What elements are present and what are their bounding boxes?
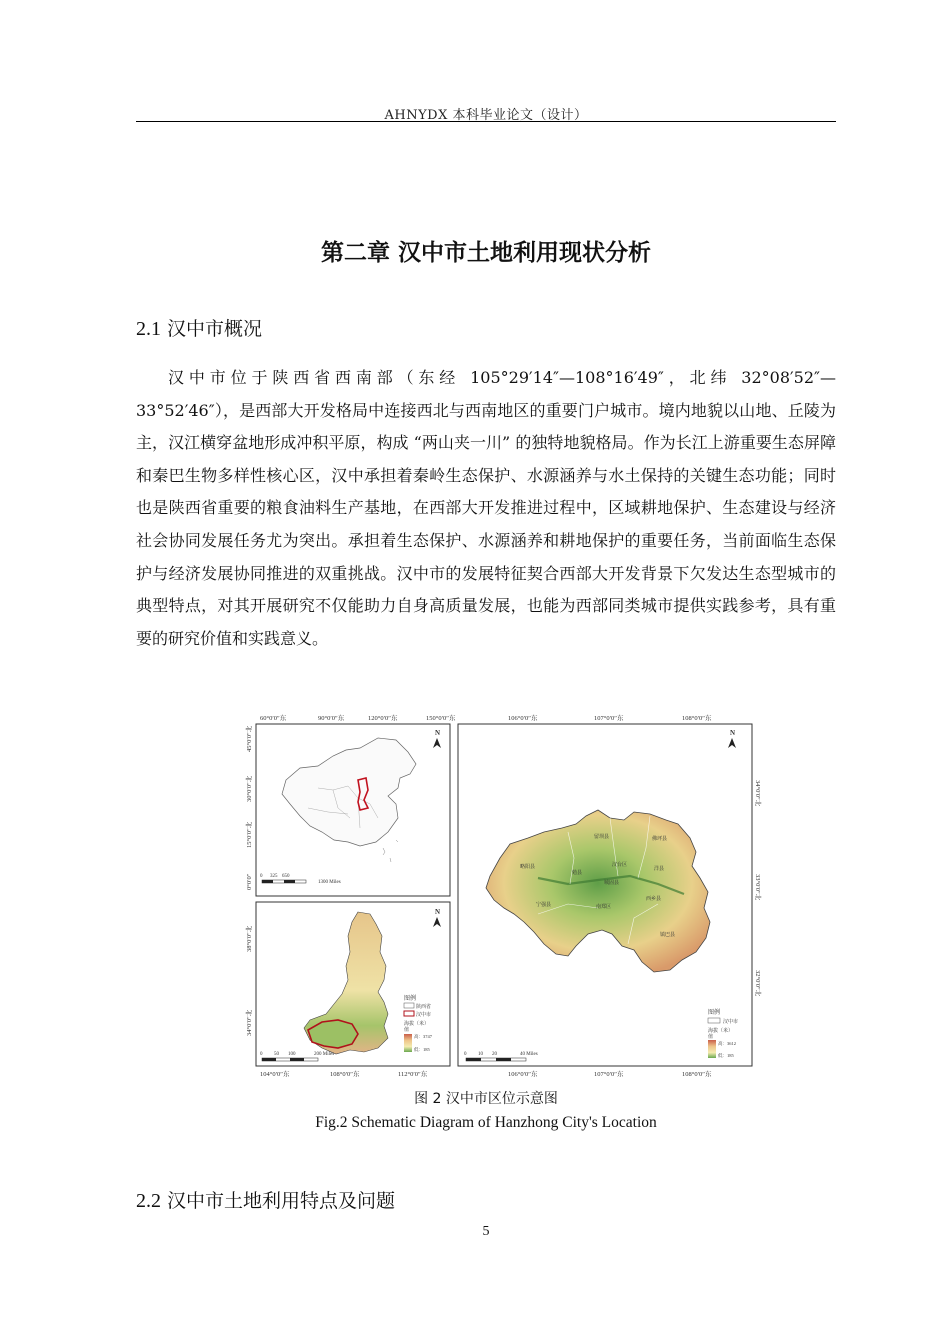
section-title: 汉中市概况 [167, 318, 263, 340]
svg-text:图例: 图例 [708, 1010, 721, 1016]
hanzhong-bottom-tick: 106°0′0″东 [508, 1071, 538, 1078]
svg-text:值: 值 [708, 1035, 714, 1040]
county-label: 城固县 [604, 881, 620, 886]
svg-text:0: 0 [260, 1052, 263, 1057]
svg-text:汉中市: 汉中市 [723, 1020, 739, 1025]
svg-text:海拔（米）: 海拔（米） [708, 1029, 734, 1034]
hanzhong-map-panel [458, 713, 763, 1078]
svg-text:值: 值 [404, 1028, 410, 1033]
shaanxi-bottom-tick: 104°0′0″东 [260, 1071, 290, 1078]
svg-text:1300 Miles: 1300 Miles [318, 880, 341, 885]
county-label: 略阳县 [520, 865, 536, 870]
china-top-tick: 120°0′0″东 [368, 715, 398, 722]
county-label: 镇巴县 [660, 933, 676, 938]
svg-text:40 Miles: 40 Miles [520, 1052, 538, 1057]
section-number: 2.1 [136, 318, 161, 340]
svg-text:0: 0 [260, 874, 263, 879]
county-label: 宁强县 [536, 903, 552, 908]
page-number: 5 [482, 1224, 490, 1239]
svg-text:N: N [730, 729, 736, 737]
svg-text:图例: 图例 [404, 996, 417, 1002]
hanzhong-bottom-tick: 107°0′0″东 [594, 1071, 624, 1078]
svg-text:低：185: 低：185 [414, 1047, 430, 1052]
svg-text:海拔（米）: 海拔（米） [404, 1022, 430, 1027]
section-title: 汉中市土地利用特点及问题 [167, 1190, 396, 1212]
svg-text:650: 650 [282, 874, 290, 879]
chapter-title: 第二章 汉中市土地利用现状分析 [320, 240, 651, 266]
svg-text:汉中市: 汉中市 [416, 1013, 432, 1018]
svg-text:50: 50 [274, 1052, 279, 1057]
svg-text:高：3747: 高：3747 [414, 1034, 432, 1039]
hanzhong-right-tick: 32°0′0″北 [754, 970, 761, 997]
body-paragraph: 汉中市位于陕西省西南部（东经 105°29′14″—108°16′49″，北纬 32°08′52″—33°52′46″），是西部大开发格局中连接西北与西南地区的重要门户城市。境内地貌以山地、丘陵为主，汉江横穿盆地形成冲积平原，构成 “两山夹一川” 的独特地貌格局。作为长江上游重要生态屏障和秦巴生物多样性核心区，汉中承担着秦岭生态保护、水源涵养与水土保持的关键生态功能；同时也是陕西省重要的粮食油料生产基地，在西部大开发推进过程中，区域耕地保护、生态建设与经济社会协同发展任务尤为突出。承担着生态保护、水源涵养和耕地保护的重要任务，当前面临生态保护与经济发展协同推进的双重挑战。汉中市的发展特征契合西部大开发背景下欠发达生态型城市的典型特点，对其开展研究不仅能助力自身高质量发展，也能为西部同类城市提供实践参考，具有重要的研究价值和实践意义。 [136, 368, 836, 648]
svg-text:N: N [435, 729, 441, 737]
county-label: 南郑区 [596, 905, 612, 910]
hanzhong-top-tick: 108°0′0″东 [682, 715, 712, 722]
header-rule [136, 121, 836, 122]
china-left-tick: 15°0′0″北 [246, 821, 253, 848]
figure-caption-en: Fig.2 Schematic Diagram of Hanzhong City's Location [315, 1114, 657, 1131]
china-left-tick: 45°0′0″北 [246, 725, 253, 752]
section-heading-2-2 [136, 1186, 395, 1213]
hanzhong-top-tick: 107°0′0″东 [594, 715, 624, 722]
shaanxi-map-panel [244, 902, 450, 1078]
county-label: 洋县 [654, 867, 665, 872]
svg-text:100: 100 [288, 1052, 296, 1057]
china-top-tick: 90°0′0″东 [318, 715, 345, 722]
svg-text:10: 10 [478, 1052, 483, 1057]
hanzhong-top-tick: 106°0′0″东 [508, 715, 538, 722]
county-label: 佛坪县 [652, 837, 668, 842]
china-left-tick: 0°0′0″ [246, 873, 253, 890]
svg-text:325: 325 [270, 874, 278, 879]
location-map-figure [238, 708, 761, 1080]
shaanxi-left-tick: 34°0′0″北 [246, 1009, 253, 1036]
shaanxi-bottom-tick: 112°0′0″东 [398, 1071, 428, 1078]
svg-text:高：3612: 高：3612 [718, 1041, 736, 1046]
hanzhong-bottom-tick: 108°0′0″东 [682, 1071, 712, 1078]
shaanxi-bottom-tick: 108°0′0″东 [330, 1071, 360, 1078]
county-label: 西乡县 [646, 897, 662, 902]
china-top-tick: 60°0′0″东 [260, 715, 287, 722]
county-label: 汉台区 [612, 863, 628, 868]
svg-text:低：185: 低：185 [718, 1053, 734, 1058]
hanzhong-right-tick: 33°0′0″北 [754, 874, 761, 901]
svg-text:陕西省: 陕西省 [416, 1005, 432, 1010]
county-label: 留坝县 [594, 835, 610, 840]
svg-text:200 Miles: 200 Miles [314, 1052, 335, 1057]
china-left-tick: 30°0′0″北 [246, 775, 253, 802]
svg-text:20: 20 [492, 1052, 497, 1057]
china-top-tick: 150°0′0″东 [426, 715, 456, 722]
figure-caption-cn: 图 2 汉中市区位示意图 [414, 1091, 558, 1107]
page-header: AHNYDX 本科毕业论文（设计） [384, 108, 588, 123]
svg-text:0: 0 [464, 1052, 467, 1057]
section-heading-2-1 [136, 314, 262, 341]
section-number: 2.2 [136, 1190, 161, 1212]
shaanxi-left-tick: 38°0′0″北 [246, 925, 253, 952]
china-map-panel [244, 713, 456, 896]
county-label: 勉县 [572, 871, 583, 876]
svg-text:N: N [435, 908, 441, 916]
hanzhong-right-tick: 34°0′0″北 [754, 780, 761, 807]
